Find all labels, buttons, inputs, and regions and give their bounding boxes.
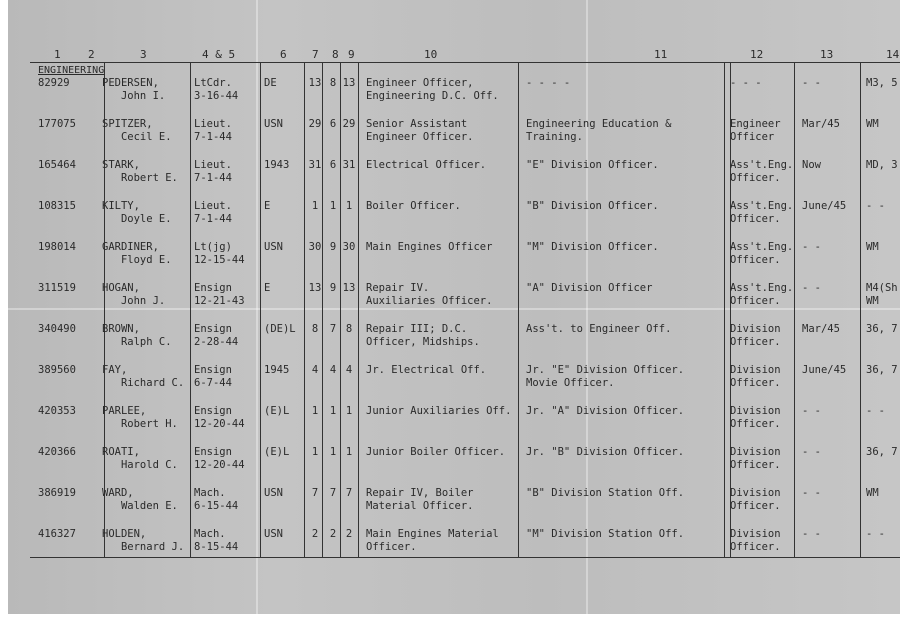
cell-date: - -	[802, 77, 821, 89]
cell-col7: 30	[308, 241, 322, 253]
cell-name: PARLEE, Robert H.	[102, 405, 178, 430]
cell-col7: 13	[308, 282, 322, 294]
column-number: 3	[140, 48, 147, 61]
cell-col8: 7	[329, 323, 337, 335]
cell-rank-date: Lt(jg) 12-15-44	[194, 241, 245, 266]
table-row	[8, 282, 900, 322]
cell-class: (E)L	[264, 405, 290, 417]
cell-class: USN	[264, 528, 283, 540]
cell-rank-date: Lieut. 7-1-44	[194, 159, 232, 184]
cell-qualification: Division Officer.	[730, 323, 781, 348]
cell-assignment: Ass't. to Engineer Off.	[526, 323, 672, 335]
cell-col7: 7	[311, 487, 319, 499]
cell-col7: 13	[308, 77, 322, 89]
cell-col9: 31	[342, 159, 356, 171]
cell-qualification: Division Officer.	[730, 528, 781, 553]
section-heading: ENGINEERING	[38, 65, 105, 76]
cell-rank-date: Ensign 12-21-43	[194, 282, 245, 307]
cell-name: KILTY, Doyle E.	[102, 200, 172, 225]
cell-col14: WM	[866, 241, 879, 253]
cell-col14: 36, 7	[866, 364, 898, 376]
cell-rank-date: Ensign 12-20-44	[194, 446, 245, 471]
cell-duty: Junior Boiler Officer.	[366, 446, 506, 458]
cell-date: Now	[802, 159, 821, 171]
cell-qualification: Division Officer.	[730, 446, 781, 471]
cell-class: E	[264, 200, 271, 212]
table-row	[8, 487, 900, 527]
cell-col8: 1	[329, 446, 337, 458]
table-row	[8, 528, 900, 568]
cell-duty: Senior Assistant Engineer Officer.	[366, 118, 474, 143]
cell-col8: 7	[329, 487, 337, 499]
cell-duty: Boiler Officer.	[366, 200, 461, 212]
cell-qualification: Ass't.Eng. Officer.	[730, 282, 794, 307]
table-row	[8, 323, 900, 363]
cell-col7: 8	[311, 323, 319, 335]
cell-name: PEDERSEN, John I.	[102, 77, 166, 102]
cell-name: STARK, Robert E.	[102, 159, 178, 184]
cell-service-number: 177075	[38, 118, 76, 130]
cell-col14: MD, 3	[866, 159, 898, 171]
cell-qualification: Division Officer.	[730, 364, 781, 389]
cell-col8: 9	[329, 241, 337, 253]
cell-assignment: Jr. "A" Division Officer.	[526, 405, 685, 417]
cell-qualification: Division Officer.	[730, 405, 781, 430]
column-number: 1	[54, 48, 61, 61]
cell-service-number: 386919	[38, 487, 76, 499]
table-row	[8, 446, 900, 486]
cell-assignment: Engineering Education & Training.	[526, 118, 672, 143]
cell-service-number: 108315	[38, 200, 76, 212]
cell-service-number: 198014	[38, 241, 76, 253]
cell-duty: Junior Auxiliaries Off.	[366, 405, 512, 417]
cell-col8: 1	[329, 200, 337, 212]
cell-col9: 2	[345, 528, 353, 540]
cell-service-number: 82929	[38, 77, 70, 89]
cell-col8: 4	[329, 364, 337, 376]
table-row	[8, 159, 900, 199]
cell-col8: 2	[329, 528, 337, 540]
cell-class: (E)L	[264, 446, 290, 458]
cell-col7: 31	[308, 159, 322, 171]
cell-date: - -	[802, 528, 821, 540]
cell-assignment: Jr. "E" Division Officer. Movie Officer.	[526, 364, 685, 389]
cell-col14: 36, 7	[866, 323, 898, 335]
column-number: 11	[654, 48, 668, 61]
column-number: 7	[312, 48, 319, 61]
cell-service-number: 416327	[38, 528, 76, 540]
cell-class: E	[264, 282, 271, 294]
column-number: 2	[88, 48, 95, 61]
cell-class: (DE)L	[264, 323, 296, 335]
cell-service-number: 389560	[38, 364, 76, 376]
cell-duty: Electrical Officer.	[366, 159, 487, 171]
cell-col14: M4(Sh WM	[866, 282, 898, 307]
cell-rank-date: Mach. 6-15-44	[194, 487, 239, 512]
cell-qualification: Ass't.Eng. Officer.	[730, 241, 794, 266]
column-number: 9	[348, 48, 355, 61]
cell-date: Mar/45	[802, 323, 840, 335]
cell-assignment: "B" Division Officer.	[526, 200, 659, 212]
cell-rank-date: Ensign 12-20-44	[194, 405, 245, 430]
cell-date: - -	[802, 241, 821, 253]
document-sheet	[8, 0, 900, 614]
cell-col9: 13	[342, 282, 356, 294]
cell-col14: - -	[866, 528, 885, 540]
column-number: 4 & 5	[202, 48, 236, 61]
cell-col9: 8	[345, 323, 353, 335]
header-rule	[30, 62, 900, 63]
cell-service-number: 420366	[38, 446, 76, 458]
cell-col8: 9	[329, 282, 337, 294]
cell-col7: 1	[311, 405, 319, 417]
cell-name: SPITZER, Cecil E.	[102, 118, 172, 143]
cell-col9: 30	[342, 241, 356, 253]
cell-date: June/45	[802, 364, 847, 376]
cell-date: - -	[802, 487, 821, 499]
cell-col9: 7	[345, 487, 353, 499]
column-number: 10	[424, 48, 438, 61]
cell-assignment: Jr. "B" Division Officer.	[526, 446, 685, 458]
cell-assignment: "B" Division Station Off.	[526, 487, 685, 499]
cell-qualification: Division Officer.	[730, 487, 781, 512]
cell-date: - -	[802, 446, 821, 458]
cell-date: - -	[802, 405, 821, 417]
cell-rank-date: Mach. 8-15-44	[194, 528, 239, 553]
cell-duty: Repair IV. Auxiliaries Officer.	[366, 282, 493, 307]
column-number: 12	[750, 48, 764, 61]
cell-col9: 1	[345, 446, 353, 458]
cell-col8: 6	[329, 118, 337, 130]
cell-col7: 1	[311, 446, 319, 458]
cell-name: WARD, Walden E.	[102, 487, 178, 512]
cell-date: Mar/45	[802, 118, 840, 130]
table-row	[8, 77, 900, 117]
cell-rank-date: LtCdr. 3-16-44	[194, 77, 239, 102]
table-row	[8, 364, 900, 404]
cell-assignment: "E" Division Officer.	[526, 159, 659, 171]
cell-col8: 8	[329, 77, 337, 89]
cell-col14: WM	[866, 118, 879, 130]
cell-assignment: "A" Division Officer	[526, 282, 653, 294]
cell-duty: Repair III; D.C. Officer, Midships.	[366, 323, 480, 348]
cell-service-number: 420353	[38, 405, 76, 417]
cell-col8: 6	[329, 159, 337, 171]
cell-col14: WM	[866, 487, 879, 499]
cell-service-number: 340490	[38, 323, 76, 335]
cell-assignment: "M" Division Officer.	[526, 241, 659, 253]
cell-col14: - -	[866, 200, 885, 212]
cell-service-number: 311519	[38, 282, 76, 294]
cell-col7: 2	[311, 528, 319, 540]
cell-col9: 29	[342, 118, 356, 130]
cell-rank-date: Lieut. 7-1-44	[194, 200, 232, 225]
cell-duty: Main Engines Officer	[366, 241, 493, 253]
cell-duty: Jr. Electrical Off.	[366, 364, 487, 376]
table-row	[8, 200, 900, 240]
cell-rank-date: Ensign 2-28-44	[194, 323, 239, 348]
table-row	[8, 241, 900, 281]
cell-class: DE	[264, 77, 277, 89]
cell-class: USN	[264, 487, 283, 499]
cell-service-number: 165464	[38, 159, 76, 171]
cell-col8: 1	[329, 405, 337, 417]
cell-col14: 36, 7	[866, 446, 898, 458]
column-number: 14	[886, 48, 900, 61]
cell-class: USN	[264, 241, 283, 253]
column-number: 13	[820, 48, 834, 61]
cell-col7: 29	[308, 118, 322, 130]
cell-qualification: - - -	[730, 77, 762, 89]
column-number: 6	[280, 48, 287, 61]
cell-duty: Engineer Officer, Engineering D.C. Off.	[366, 77, 499, 102]
cell-name: ROATI, Harold C.	[102, 446, 178, 471]
table-row	[8, 118, 900, 158]
cell-date: June/45	[802, 200, 847, 212]
cell-assignment: "M" Division Station Off.	[526, 528, 685, 540]
cell-col9: 4	[345, 364, 353, 376]
cell-date: - -	[802, 282, 821, 294]
table-row	[8, 405, 900, 445]
cell-rank-date: Lieut. 7-1-44	[194, 118, 232, 143]
cell-duty: Repair IV, Boiler Material Officer.	[366, 487, 474, 512]
cell-class: 1943	[264, 159, 290, 171]
cell-class: USN	[264, 118, 283, 130]
cell-col14: M3, 5	[866, 77, 898, 89]
cell-qualification: Ass't.Eng. Officer.	[730, 159, 794, 184]
cell-qualification: Engineer Officer	[730, 118, 781, 143]
cell-name: HOGAN, John J.	[102, 282, 166, 307]
cell-qualification: Ass't.Eng. Officer.	[730, 200, 794, 225]
cell-class: 1945	[264, 364, 290, 376]
cell-col7: 1	[311, 200, 319, 212]
cell-col14: - -	[866, 405, 885, 417]
cell-col9: 1	[345, 200, 353, 212]
cell-name: GARDINER, Floyd E.	[102, 241, 172, 266]
cell-rank-date: Ensign 6-7-44	[194, 364, 232, 389]
cell-col9: 1	[345, 405, 353, 417]
cell-name: FAY, Richard C.	[102, 364, 185, 389]
cell-col7: 4	[311, 364, 319, 376]
cell-col9: 13	[342, 77, 356, 89]
cell-duty: Main Engines Material Officer.	[366, 528, 499, 553]
column-number: 8	[332, 48, 339, 61]
cell-name: HOLDEN, Bernard J.	[102, 528, 185, 553]
cell-name: BROWN, Ralph C.	[102, 323, 172, 348]
cell-assignment: - - - -	[526, 77, 571, 89]
